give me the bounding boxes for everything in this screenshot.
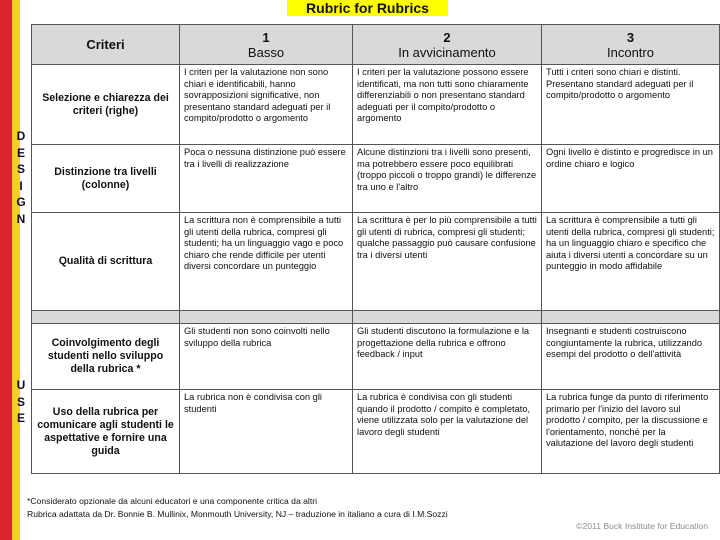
rubric-table <box>31 24 720 474</box>
left-accent-red <box>0 0 12 540</box>
level-cell: La scrittura è comprensibile a tutti gli utenti della rubrica, compresi gli studenti; ha un linguaggio chiaro e specifico che aiuta i diversi utenti a concordare su un punteggio in modo affidabile <box>542 213 720 311</box>
level-cell: La rubrica funge da punto di riferimento primario per l'inizio del lavoro sul prodotto / compito, per la discussione e l'orientamento, nonché per la valutazione del lavoro degli studenti <box>542 390 720 474</box>
level-cell: Gli studenti discutono la formulazione e la progettazione della rubrica e offrono feedback / input <box>353 324 542 390</box>
criterion-cell: Selezione e chiarezza dei criteri (righe) <box>32 65 180 145</box>
use-section-label: U S E <box>16 378 26 425</box>
criterion-cell: Distinzione tra livelli (colonne) <box>32 145 180 213</box>
left-accent-yellow <box>12 0 20 540</box>
design-section-label: D E S I G N <box>16 129 26 226</box>
level-cell: Alcune distinzioni tra i livelli sono presenti, ma potrebbero essere poco equilibrati (troppo piccoli o troppo grandi) le differenze tra uno e l'altro <box>353 145 542 213</box>
level-cell: Poca o nessuna distinzione può essere tra i livelli di realizzazione <box>180 145 353 213</box>
level-cell: Tutti i criteri sono chiari e distinti. Presentano standard adeguati per il compito/prodotto o argomento <box>542 65 720 145</box>
level-cell: La scrittura non è comprensibile a tutti gli utenti della rubrica, compresi gli studenti; ha un linguaggio vago e poco chiaro che rende difficile per utenti diversi concordare un punteggio <box>180 213 353 311</box>
level-cell: La rubrica è condivisa con gli studenti quando il prodotto / compito è completato, viene utilizzata solo per la valutazione del lavoro degli studenti <box>353 390 542 474</box>
level-cell: Insegnanti e studenti costruiscono congiuntamente la rubrica, utilizzando esempi del prodotto o dell'attività <box>542 324 720 390</box>
level-cell: Gli studenti non sono coinvolti nello sviluppo della rubrica <box>180 324 353 390</box>
footnote: *Considerato opzionale da alcuni educatori e una componente critica da altri <box>27 496 317 506</box>
criterion-cell: Coinvolgimento degli studenti nello sviluppo della rubrica * <box>32 324 180 390</box>
table-row <box>32 213 720 311</box>
credit-line: Rubrica adattata da Dr. Bonnie B. Mullinix, Monmouth University, NJ – traduzione in italiano a cura di I.M.Sozzi <box>27 509 448 519</box>
header-criteri: Criteri <box>32 25 180 65</box>
table-row <box>32 65 720 145</box>
header-level-3: 3 Incontro <box>542 25 720 65</box>
header-level-2: 2 In avvicinamento <box>353 25 542 65</box>
header-level-1: 1 Basso <box>180 25 353 65</box>
section-separator <box>32 311 720 324</box>
level-cell: Ogni livello è distinto e progredisce in un ordine chiaro e logico <box>542 145 720 213</box>
level-cell: I criteri per la valutazione possono essere identificati, ma non tutti sono chiaramente differenziabili o non presentano standard adeguati per il compito/prodotto o argomento <box>353 65 542 145</box>
copyright: ©2011 Buck Institute for Education <box>576 521 708 531</box>
table-row <box>32 390 720 474</box>
level-cell: La scrittura è per lo più comprensibile a tutti gli utenti di rubrica, compresi gli studenti; qualche passaggio può causare confusione tra i diversi utenti <box>353 213 542 311</box>
criterion-cell: Qualità di scrittura <box>32 213 180 311</box>
table-row <box>32 145 720 213</box>
header-row <box>32 25 720 65</box>
page-title: Rubric for Rubrics <box>287 0 448 16</box>
table-row <box>32 324 720 390</box>
criterion-cell: Uso della rubrica per comunicare agli studenti le aspettative e fornire una guida <box>32 390 180 474</box>
level-cell: La rubrica non è condivisa con gli studenti <box>180 390 353 474</box>
level-cell: I criteri per la valutazione non sono chiari e identificabili, hanno sovrapposizioni significative, non presentano standard adeguati per il compito/prodotto o argomento <box>180 65 353 145</box>
